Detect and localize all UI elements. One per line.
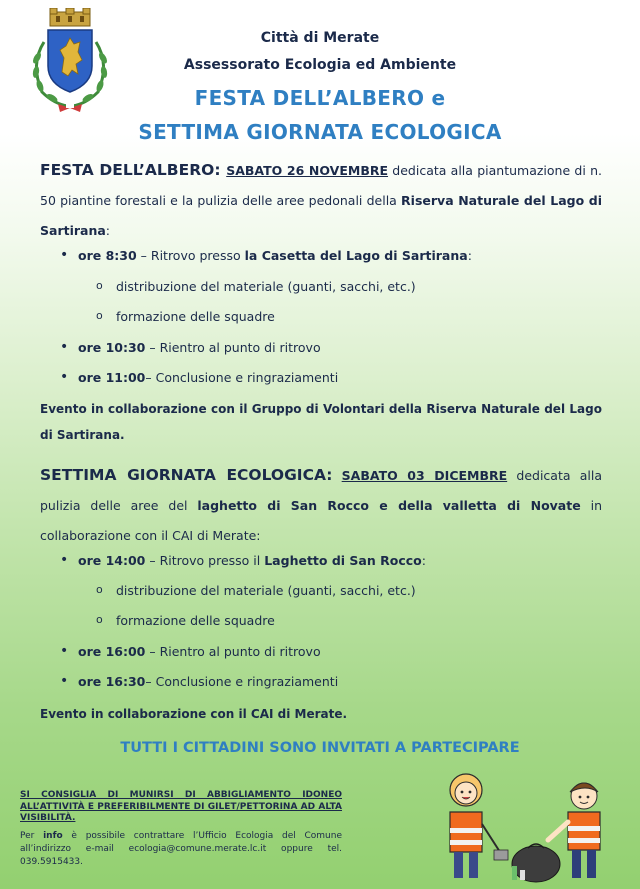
event1-bullet-3-text: – Conclusione e ringraziamenti [145, 370, 339, 385]
event1-bullet-3-time: ore 11:00 [78, 370, 146, 385]
event2-bullet-2 [78, 644, 321, 659]
event2-bullet-1-end: : [421, 553, 426, 568]
event2-bullet-1-text: – Ritrovo presso il [145, 553, 265, 568]
event1-subitem-1: o distribuzione del materiale (guanti, sacchi, etc.) [116, 279, 416, 294]
event2-bullet-1-place: Laghetto di San Rocco [264, 553, 422, 568]
event1-bullet-1-place: la Casetta del Lago di Sartirana [244, 248, 468, 263]
event1-bullet-3 [78, 370, 338, 385]
event2-heading: SETTIMA GIORNATA ECOLOGICA: [40, 466, 333, 484]
event2-date: SABATO 03 DICEMBRE [341, 468, 508, 483]
event1-bullet-2-time: ore 10:30 [78, 340, 146, 355]
event1-heading: FESTA DELL’ALBERO [40, 161, 215, 179]
contact-info [20, 830, 342, 869]
children-cleaning-illustration [436, 768, 622, 886]
event1-bullet-1-end: : [467, 248, 472, 263]
event1-colon: : [214, 161, 227, 179]
event2-desc-b: in collaborazione con il CAI di Merate: [40, 498, 603, 543]
event1-bullet-1 [78, 248, 472, 263]
event2-space [332, 468, 341, 483]
contact-info-bold: info [43, 831, 63, 841]
contact-info-prefix: Per [20, 831, 44, 841]
event1-desc-a: dedicata alla piantumazione di n. 50 piantine forestali e la pulizia delle aree pedonali della [40, 163, 602, 208]
city-name: Città di Merate [260, 30, 380, 46]
invitation-banner: TUTTI I CITTADINI SONO INVITATI A PARTECIPARE [120, 740, 520, 756]
event1-bullet-1-text: – Ritrovo presso [136, 248, 245, 263]
event1-desc-end: : [105, 223, 111, 238]
event2-subitem-2: o formazione delle squadre [116, 613, 275, 628]
event2-bullet-3-time: ore 16:30 [78, 674, 146, 689]
event2-collaboration: Evento in collaborazione con il CAI di Merate. [40, 707, 348, 721]
event2-subitem-1: o distribuzione del materiale (guanti, sacchi, etc.) [116, 583, 416, 598]
event2-bullet-3 [78, 674, 338, 689]
page-title-line2: SETTIMA GIORNATA ECOLOGICA [138, 120, 502, 144]
page-title-line1: FESTA DELL’ALBERO e [194, 86, 446, 110]
event1-bullet-2 [78, 340, 321, 355]
event2-bullet-1 [78, 553, 426, 568]
event1-collaboration: Evento in collaborazione con il Gruppo di Volontari della Riserva Naturale del Lago di Sartirana. [40, 402, 602, 442]
event2-bullet-2-time: ore 16:00 [78, 644, 146, 659]
event2-desc-a: dedicata alla pulizia delle aree del [40, 468, 602, 513]
event1-bullet-1-time: ore 8:30 [78, 248, 137, 263]
contact-info-text: è possibile contrattare l’Ufficio Ecologia del Comune all’indirizzo e-mail ecologia@comune.merate.lc.it oppure tel. 039.5915433. [20, 831, 342, 867]
event2-description [40, 460, 602, 551]
event2-bullet-3-text: – Conclusione e ringraziamenti [145, 674, 339, 689]
event1-place: Riserva Naturale del Lago di Sartirana [40, 193, 602, 238]
event1-description [40, 155, 602, 246]
event1-subitem-2: o formazione delle squadre [116, 309, 275, 324]
clothing-advice: SI CONSIGLIA DI MUNIRSI DI ABBIGLIAMENTO IDONEO ALL’ATTIVITÀ E PREFERIBILMENTE DI GILET/PETTORINA AD ALTA VISIBILITÀ. [20, 790, 342, 823]
event1-bullet-2-text: – Rientro al punto di ritrovo [145, 340, 321, 355]
event1-date: SABATO 26 NOVEMBRE [226, 163, 389, 178]
event2-bullet-2-text: – Rientro al punto di ritrovo [145, 644, 321, 659]
department-name: Assessorato Ecologia ed Ambiente [183, 57, 457, 73]
event2-bullet-1-time: ore 14:00 [78, 553, 146, 568]
event2-place: laghetto di San Rocco e della valletta di Novate [197, 498, 581, 513]
